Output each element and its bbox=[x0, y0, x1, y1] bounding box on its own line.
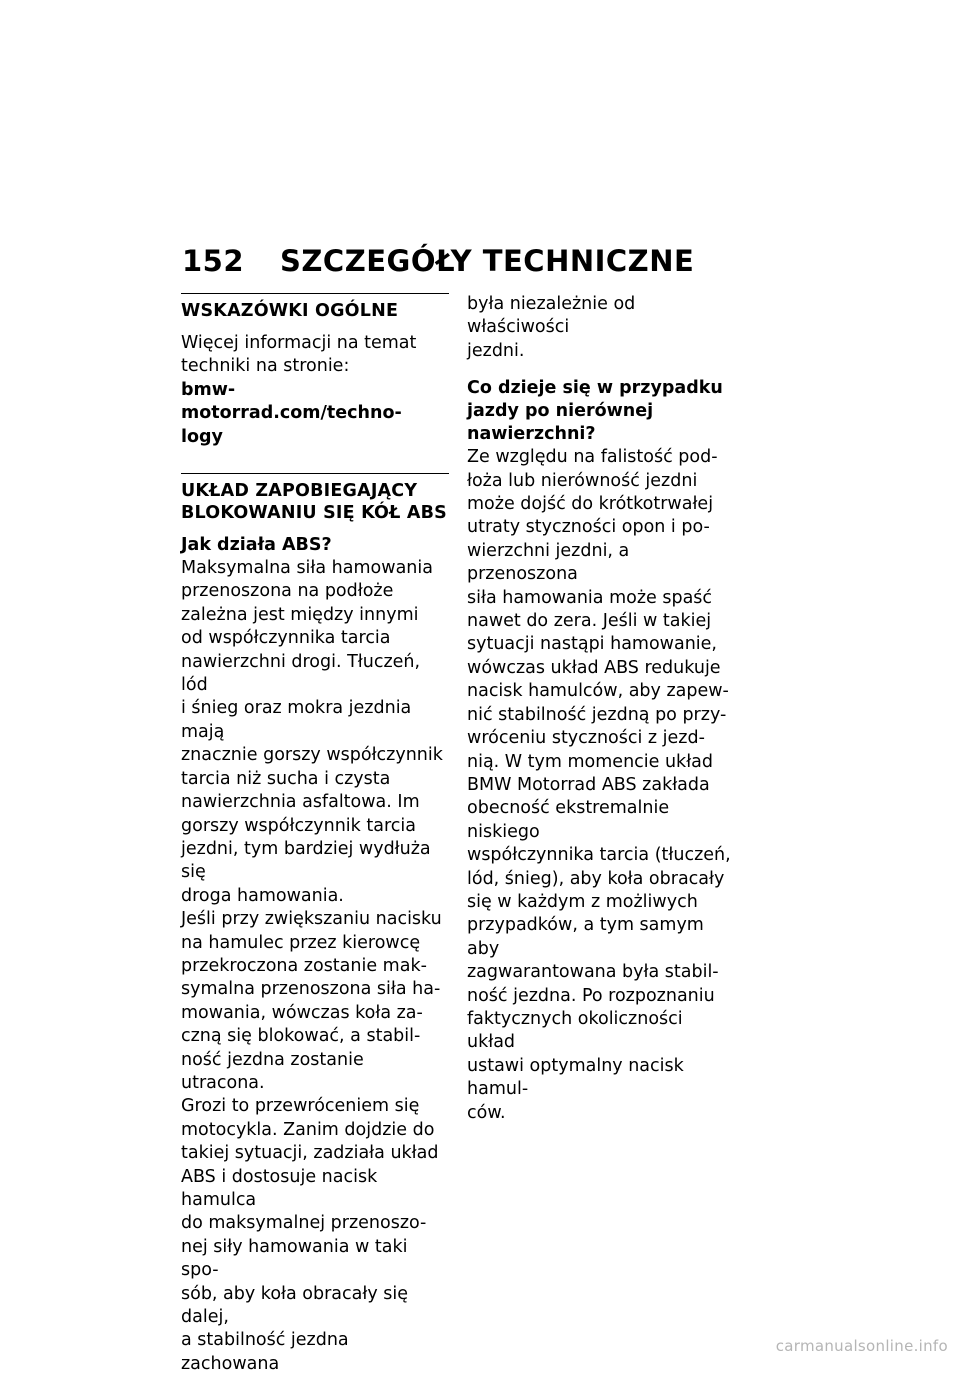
page-number: 152 bbox=[182, 244, 245, 278]
watermark: carmanualsonline.info bbox=[775, 1337, 948, 1355]
subheading-uneven-surface: Co dzieje się w przypadku jazdy po nierównej nawierzchni? bbox=[467, 378, 723, 445]
section-divider bbox=[181, 473, 449, 474]
page-title: SZCZEGÓŁY TECHNICZNE bbox=[280, 244, 695, 278]
abs-paragraph-2: Jeśli przy zwiększaniu nacisku na hamulec przez kierowcę przekroczona zostanie mak- symalna przenoszona siła ha- mowania, wówczas koła za- czną się blokować, a stabil- ność jezdna zostanie utracona. Grozi to przewróceniem się motocykla. Zanim dojdzie do takiej sytuacji, zadziała układ ABS i dostosuje nacisk hamulca do maksymalnej przenoszo- nej siły hamowania w taki spo- sób, aby koła obracały się dalej, a stabilność jezdna zachowana bbox=[181, 909, 442, 1374]
left-column bbox=[181, 293, 449, 1376]
right-column bbox=[467, 293, 735, 1125]
page-header bbox=[182, 244, 694, 278]
technology-link[interactable]: bmw-motorrad.com/techno- logy bbox=[181, 379, 402, 447]
section-divider bbox=[181, 293, 449, 294]
subheading-how-abs-works: Jak działa ABS? bbox=[181, 535, 332, 556]
section-title-general: WSKAZÓWKI OGÓLNE bbox=[181, 301, 399, 321]
uneven-surface-paragraph: Ze względu na falistość pod- łoża lub nierówność jezdni może dojść do krótkotrwałej utraty styczności opon i po- wierzchni jezdni, a przenoszona siła hamowania może spaść nawet do zera. Jeśli w takiej sytuacji nastąpi hamowanie, wówczas układ ABS redukuje nacisk hamulców, aby zapew- nić stabilność jezdną po przy- wróceniu styczności z jezd- nią. W tym momencie układ BMW Motorrad ABS zakłada obecność ekstremalnie niskiego współczynnika tarcia (tłuczeń, lód, śnieg), aby koła obracały się w każdym z możliwych przypadków, a tym samym aby zagwarantowana była stabil- ność jezdna. Po rozpoznaniu faktycznych okoliczności układ ustawi optymalny nacisk hamul- ców. bbox=[467, 447, 731, 1123]
abs-paragraph-continuation: była niezależnie od właściwości jezdni. bbox=[467, 294, 636, 361]
abs-paragraph-1: Maksymalna siła hamowania przenoszona na podłoże zależna jest między innymi od współczynnika tarcia nawierzchni drogi. Tłuczeń, lód i śnieg oraz mokra jezdnia mają znacznie gorszy współczynnik tarcia niż sucha i czysta nawierzchnia asfaltowa. Im gorszy współczynnik tarcia jezdni, tym bardziej wydłuża się droga hamowania. bbox=[181, 558, 443, 906]
section-title-abs: UKŁAD ZAPOBIEGAJĄCY BLOKOWANIU SIĘ KÓŁ ABS bbox=[181, 481, 447, 524]
general-intro-text: Więcej informacji na temat techniki na stronie: bbox=[181, 333, 417, 377]
